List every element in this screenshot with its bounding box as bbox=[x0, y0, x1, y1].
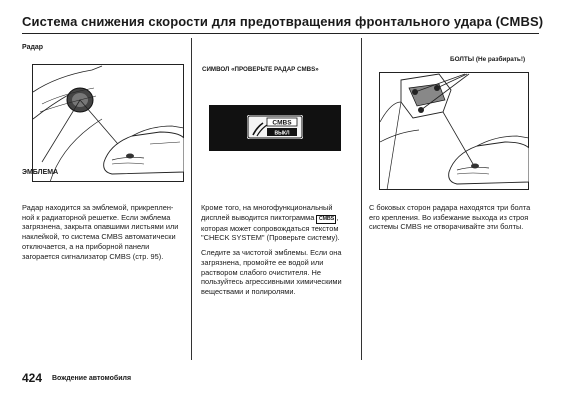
radar-emblem-illustration bbox=[32, 64, 184, 182]
display-icon-paragraph bbox=[201, 203, 356, 243]
radar-bolts-illustration bbox=[379, 72, 529, 190]
title-rule bbox=[22, 33, 539, 34]
column-divider-right bbox=[361, 38, 362, 360]
page-title: Система снижения скорости для предотвращения фронтального удара (CMBS) bbox=[22, 14, 544, 29]
check-radar-symbol-heading: СИМВОЛ «ПРОВЕРЬТЕ РАДАР CMBS» bbox=[202, 66, 319, 73]
cleaning-paragraph: Следите за чистотой эмблемы. Если она загрязнена, промойте ее водой или раствором слабого очистителя. Не пользуйтесь агрессивными химическими веществами и полиролями. bbox=[201, 248, 342, 296]
display-icon-text-b: , которая может сопровождаться текстом "CHECK SYSTEM" (Проверьте систему). bbox=[201, 212, 340, 243]
cmbs-icon-text: CMBS bbox=[272, 119, 292, 127]
emblem-label: ЭМБЛЕМА bbox=[22, 169, 59, 176]
off-icon-text: ВЫКЛ bbox=[274, 130, 290, 137]
bolts-description: С боковых сторон радара находятся три болта его крепления. Во избежание выхода из строя системы CMBS не отворачивайте эти болты. bbox=[369, 203, 531, 232]
cmbs-inline-icon: CMBS bbox=[316, 215, 336, 224]
cmbs-warning-icon bbox=[247, 115, 303, 139]
chapter-title: Вождение автомобиля bbox=[52, 375, 132, 382]
column-divider-left bbox=[191, 38, 192, 360]
cmbs-check-symbol-panel bbox=[209, 105, 341, 151]
display-icon-text-a: Кроме того, на многофункциональный дисплей выводится пиктограмма bbox=[201, 203, 333, 222]
page-number: 424 bbox=[22, 371, 43, 385]
middle-text bbox=[201, 203, 356, 302]
bolts-label: БОЛТЫ (Не разбирать!) bbox=[450, 56, 526, 63]
radar-description: Радар находится за эмблемой, прикреплен-ной к радиаторной решетке. Если эмблема загрязнена, закрыта опавшими листьями или наклейкой, то система CMBS автоматически отключается, а на приборной панели загорается сигнализатор CMBS (стр. 95). bbox=[22, 203, 179, 261]
radar-heading: Радар bbox=[22, 44, 44, 51]
